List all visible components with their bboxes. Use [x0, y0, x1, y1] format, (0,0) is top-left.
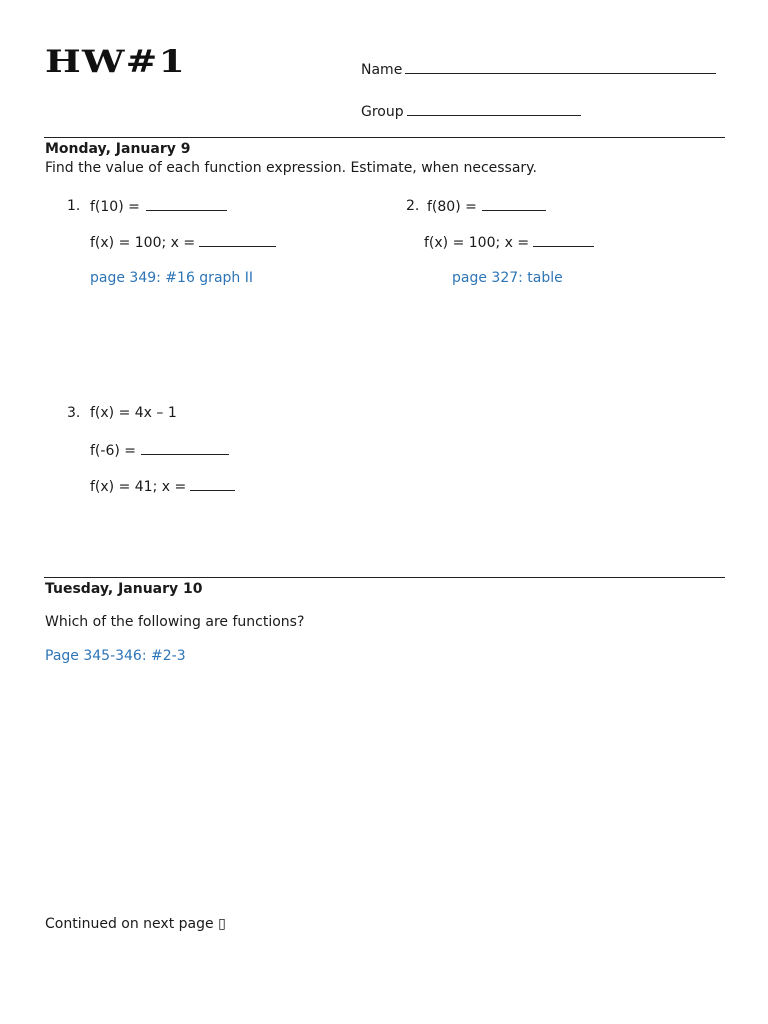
page-title: HW#1: [45, 44, 187, 80]
tuesday-reference: Page 345-346: #2-3: [45, 648, 186, 664]
q1-reference: page 349: #16 graph II: [90, 270, 253, 286]
q1-line1: [90, 197, 227, 216]
tuesday-heading: Tuesday, January 10: [45, 581, 203, 597]
group-field[interactable]: [361, 102, 581, 121]
q2-line1-blank[interactable]: [482, 197, 546, 211]
q3-line2-blank[interactable]: [141, 441, 229, 455]
continued-note: [45, 915, 226, 933]
name-field[interactable]: [361, 60, 716, 79]
monday-instructions: Find the value of each function expression. Estimate, when necessary.: [45, 160, 537, 176]
q3-function: f(x) = 4x – 1: [90, 405, 177, 421]
q1-line1-text: f(10) =: [90, 199, 140, 215]
tuesday-question: Which of the following are functions?: [45, 614, 305, 630]
q2-line1-text: f(80) =: [427, 199, 477, 215]
q1-number: 1.: [67, 198, 81, 214]
q3-number: 3.: [67, 405, 81, 421]
section-divider: [44, 577, 725, 578]
q1-line2: [90, 233, 276, 252]
q2-line2: [424, 233, 594, 252]
q3-line3-blank[interactable]: [190, 477, 235, 491]
q2-reference: page 327: table: [452, 270, 563, 286]
q3-line2-text: f(-6) =: [90, 443, 136, 459]
name-label: Name: [361, 62, 403, 78]
name-blank[interactable]: [405, 60, 716, 74]
q3-line3: [90, 477, 235, 496]
q2-line2-blank[interactable]: [533, 233, 594, 247]
q1-line2-text: f(x) = 100; x =: [90, 235, 196, 251]
group-blank[interactable]: [407, 102, 581, 116]
arrow-icon: ▯: [218, 916, 226, 932]
q1-line2-blank[interactable]: [199, 233, 276, 247]
q2-line2-text: f(x) = 100; x =: [424, 235, 530, 251]
q2-line1: [427, 197, 546, 216]
group-label: Group: [361, 104, 404, 120]
q3-line2: [90, 441, 229, 460]
monday-heading: Monday, January 9: [45, 141, 191, 157]
q1-line1-blank[interactable]: [146, 197, 227, 211]
section-divider: [44, 137, 725, 138]
q2-number: 2.: [406, 198, 420, 214]
continued-text: Continued on next page: [45, 916, 219, 932]
q3-line3-text: f(x) = 41; x =: [90, 479, 187, 495]
